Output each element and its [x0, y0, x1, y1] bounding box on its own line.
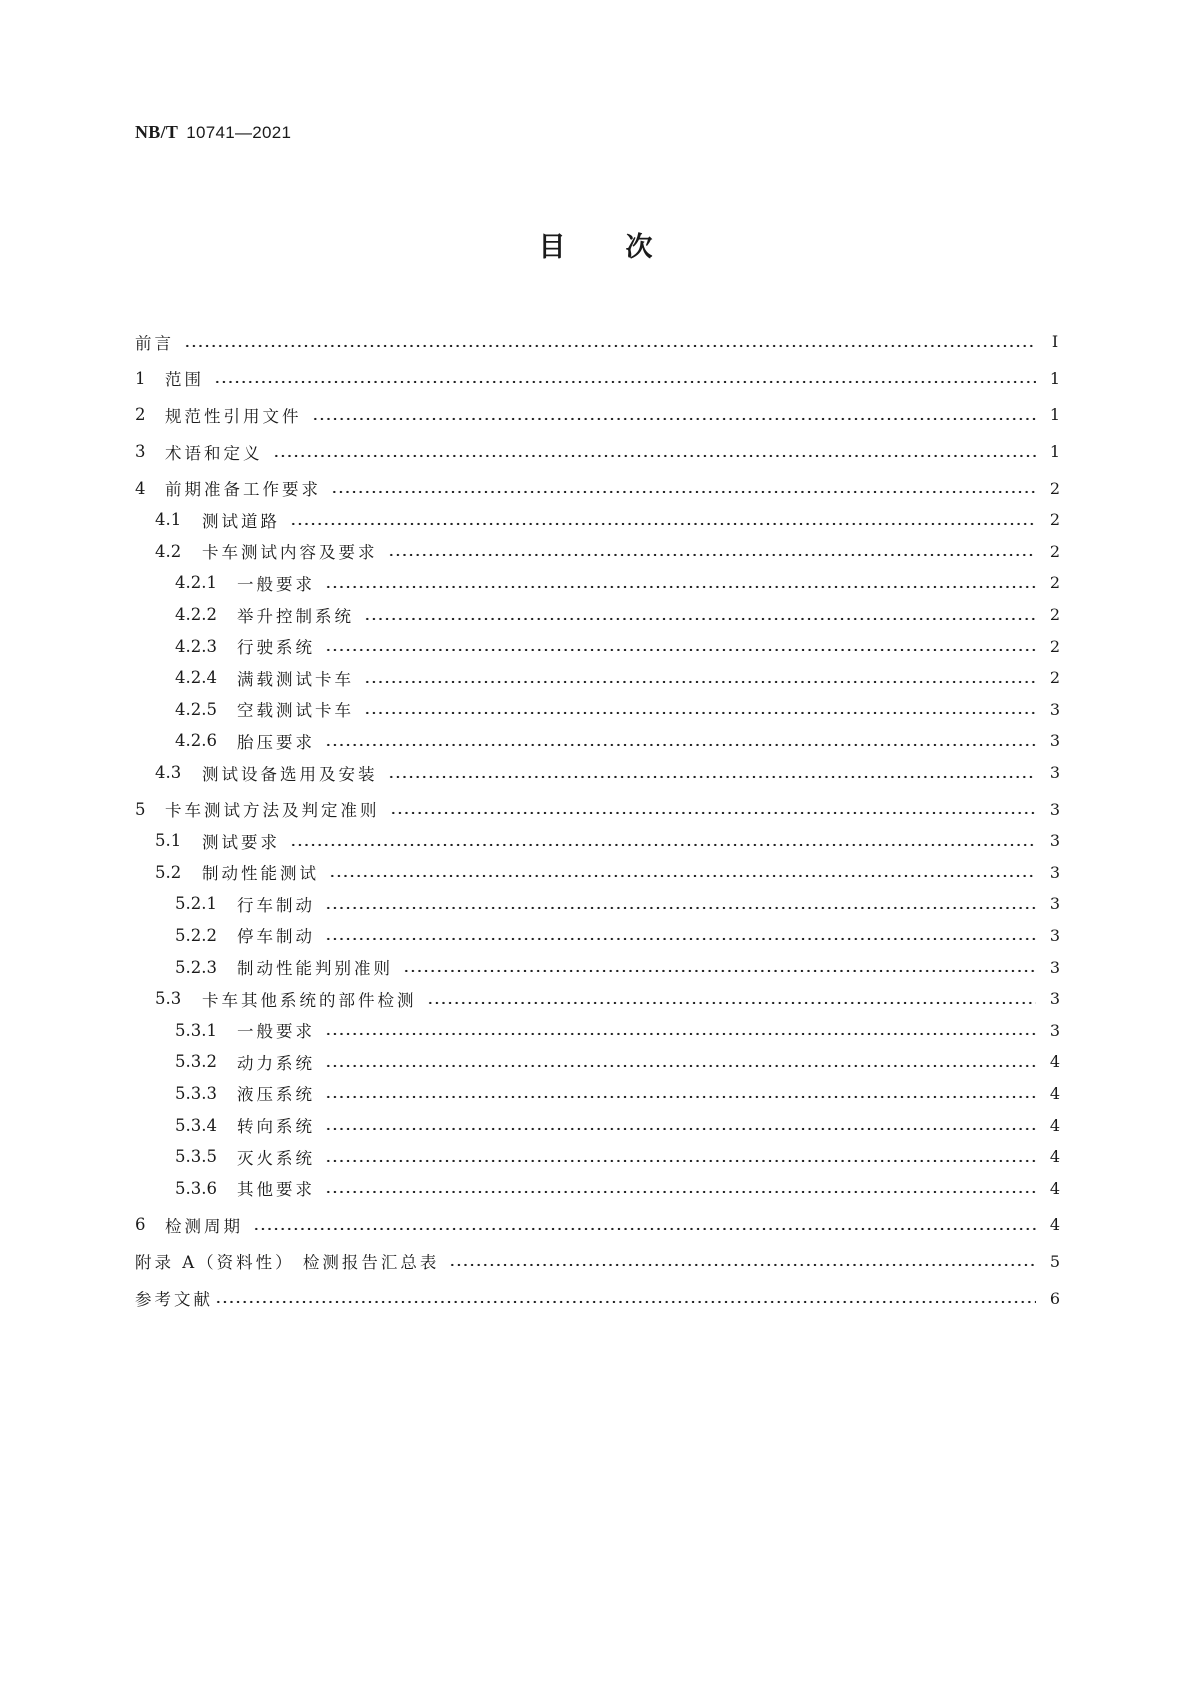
toc-entry-label: 测试道路 — [202, 511, 280, 531]
toc-entry-number: 4.2.2 — [175, 605, 217, 625]
dot-leader — [215, 1293, 1036, 1303]
toc-entry-page: 4 — [1049, 1052, 1061, 1072]
toc-entry-label: 举升控制系统 — [237, 606, 354, 626]
toc-entry-label: 空载测试卡车 — [237, 701, 354, 721]
toc-entry-number: 4.2 — [155, 541, 182, 561]
toc-entry-page: 3 — [1049, 731, 1061, 751]
toc-entry-page: 4 — [1049, 1215, 1061, 1235]
toc-entry[interactable] — [135, 757, 1062, 789]
toc-entry[interactable] — [135, 630, 1062, 662]
toc-entry[interactable] — [135, 363, 1062, 395]
toc-entry-page: 4 — [1049, 1083, 1061, 1103]
toc-entry-page: 3 — [1049, 925, 1061, 945]
toc-entry-label: 一般要求 — [237, 574, 315, 594]
toc-entry-page: 5 — [1049, 1251, 1061, 1271]
toc-entry[interactable] — [135, 1172, 1062, 1204]
toc-entry-label: 前言 — [135, 333, 174, 353]
toc-entry-label: 满载测试卡车 — [237, 669, 354, 689]
dot-leader — [364, 673, 1036, 683]
toc-entry-page: 3 — [1049, 799, 1061, 819]
toc-entry-number: 5.3.5 — [175, 1147, 217, 1167]
toc-entry-number: 5.3.6 — [175, 1178, 217, 1198]
toc-entry[interactable] — [135, 399, 1062, 431]
dot-leader — [273, 447, 1037, 457]
title-char-2: 次 — [625, 232, 653, 263]
toc-entry-label: 一般要求 — [237, 1022, 315, 1042]
toc-entry-number: 4.2.1 — [175, 573, 217, 593]
toc-entry-label: 前期准备工作要求 — [165, 480, 321, 500]
dot-leader — [290, 836, 1036, 846]
toc-entry-number: 5.3.4 — [175, 1115, 217, 1135]
document-header — [135, 122, 291, 143]
toc-entry-number: 5.1 — [155, 831, 182, 851]
dot-leader — [325, 641, 1036, 651]
toc-entry-number: 4.1 — [155, 510, 182, 530]
dot-leader — [253, 1220, 1036, 1230]
toc-entry-page: 2 — [1049, 541, 1061, 561]
table-of-contents — [135, 326, 1062, 1314]
toc-entry-number: 3 — [135, 442, 146, 462]
dot-leader — [325, 736, 1036, 746]
toc-entry-page: 2 — [1049, 573, 1061, 593]
dot-leader — [364, 610, 1036, 620]
toc-entry-page: 2 — [1049, 605, 1061, 625]
toc-entry-label: 动力系统 — [237, 1053, 315, 1073]
toc-entry-number: 5.3.1 — [175, 1020, 217, 1040]
dot-leader — [325, 1025, 1036, 1035]
dot-leader — [427, 994, 1037, 1004]
toc-entry-label: 范围 — [165, 370, 204, 390]
toc-entry[interactable] — [135, 825, 1062, 857]
dot-leader — [325, 1057, 1036, 1067]
toc-entry-number: 5.3 — [155, 989, 182, 1009]
toc-entry-page: Ⅰ — [1051, 332, 1059, 352]
toc-entry-page: 3 — [1049, 989, 1061, 1009]
toc-entry-number: 1 — [135, 368, 146, 388]
dot-leader — [388, 546, 1037, 556]
dot-leader — [329, 867, 1036, 877]
toc-entry-label: 行驶系统 — [237, 638, 315, 658]
toc-entry[interactable] — [135, 951, 1062, 983]
toc-entry[interactable] — [135, 725, 1062, 757]
toc-entry-label: 卡车测试内容及要求 — [202, 543, 378, 563]
dot-leader — [290, 515, 1036, 525]
toc-entry-label: 转向系统 — [237, 1117, 315, 1137]
toc-entry-number: 5.3.3 — [175, 1083, 217, 1103]
toc-entry[interactable] — [135, 1109, 1062, 1141]
toc-entry-page: 3 — [1049, 957, 1061, 977]
toc-entry[interactable] — [135, 1246, 1062, 1278]
toc-entry-label: 制动性能判别准则 — [237, 959, 393, 979]
toc-entry-label: 胎压要求 — [237, 732, 315, 752]
toc-entry[interactable] — [135, 1014, 1062, 1046]
dot-leader — [325, 1088, 1036, 1098]
dot-leader — [449, 1256, 1036, 1266]
dot-leader — [214, 373, 1036, 383]
title-char-1: 目 — [538, 232, 566, 263]
toc-entry-number: 5.2.2 — [175, 925, 217, 945]
toc-entry[interactable] — [135, 1209, 1062, 1241]
toc-entry-label: 行车制动 — [237, 895, 315, 915]
toc-entry[interactable] — [135, 536, 1062, 568]
toc-entry-label: 术语和定义 — [165, 443, 263, 463]
toc-entry-label: 检测周期 — [165, 1216, 243, 1236]
toc-entry-label: 灭火系统 — [237, 1148, 315, 1168]
toc-entry-number: 5.2 — [155, 862, 182, 882]
toc-entry-page: 4 — [1049, 1147, 1061, 1167]
toc-entry-label: 卡车其他系统的部件检测 — [202, 990, 417, 1010]
toc-entry-number: 5.2.3 — [175, 957, 217, 977]
dot-leader — [325, 930, 1036, 940]
toc-entry-label: 附录 A（资料性） 检测报告汇总表 — [135, 1253, 440, 1273]
standard-number: 10741—2021 — [186, 123, 292, 142]
toc-entry-number: 4.2.5 — [175, 699, 217, 719]
toc-entry-label: 规范性引用文件 — [165, 406, 302, 426]
toc-entry-label: 制动性能测试 — [202, 864, 319, 884]
toc-entry[interactable] — [135, 920, 1062, 952]
dot-leader — [331, 483, 1036, 493]
toc-entry[interactable] — [135, 983, 1062, 1015]
toc-entry-label: 测试设备选用及安装 — [202, 764, 378, 784]
toc-entry-page: 4 — [1049, 1115, 1061, 1135]
standard-prefix: NB/T — [135, 122, 179, 142]
toc-entry[interactable] — [135, 857, 1062, 889]
dot-leader — [312, 410, 1037, 420]
toc-entry-label: 液压系统 — [237, 1085, 315, 1105]
dot-leader — [364, 704, 1036, 714]
toc-entry[interactable] — [135, 436, 1062, 468]
toc-entry-label: 测试要求 — [202, 832, 280, 852]
toc-entry-number: 4.2.4 — [175, 668, 217, 688]
toc-entry[interactable] — [135, 793, 1062, 825]
toc-entry[interactable] — [135, 694, 1062, 726]
dot-leader — [325, 1152, 1036, 1162]
toc-entry-page: 2 — [1049, 478, 1061, 498]
dot-leader — [325, 899, 1036, 909]
toc-entry-number: 2 — [135, 405, 146, 425]
toc-entry-number: 4.2.6 — [175, 731, 217, 751]
dot-leader — [390, 804, 1037, 814]
toc-entry-page: 1 — [1049, 405, 1061, 425]
toc-entry[interactable] — [135, 1282, 1062, 1314]
toc-entry[interactable] — [135, 662, 1062, 694]
toc-entry[interactable] — [135, 326, 1062, 358]
toc-entry-page: 6 — [1049, 1288, 1061, 1308]
toc-entry-page: 4 — [1049, 1178, 1061, 1198]
page-title — [0, 225, 1191, 264]
toc-entry-label: 停车制动 — [237, 927, 315, 947]
toc-entry-number: 4.3 — [155, 763, 182, 783]
toc-entry[interactable] — [135, 1046, 1062, 1078]
toc-entry-number: 5.2.1 — [175, 894, 217, 914]
toc-entry[interactable] — [135, 504, 1062, 536]
toc-entry-number: 6 — [135, 1215, 146, 1235]
toc-entry-page: 3 — [1049, 894, 1061, 914]
dot-leader — [388, 768, 1037, 778]
toc-entry-label: 卡车测试方法及判定准则 — [165, 801, 380, 821]
toc-entry[interactable] — [135, 1078, 1062, 1110]
toc-entry-label: 其他要求 — [237, 1180, 315, 1200]
dot-leader — [325, 1120, 1036, 1130]
toc-entry[interactable] — [135, 567, 1062, 599]
toc-entry-page: 3 — [1049, 699, 1061, 719]
dot-leader — [403, 962, 1036, 972]
toc-entry-page: 3 — [1049, 831, 1061, 851]
toc-entry[interactable] — [135, 472, 1062, 504]
toc-entry-page: 3 — [1049, 1020, 1061, 1040]
dot-leader — [325, 578, 1036, 588]
toc-entry-page: 2 — [1049, 636, 1061, 656]
toc-entry-label: 参考文献 — [135, 1290, 213, 1310]
toc-entry[interactable] — [135, 1141, 1062, 1173]
toc-entry[interactable] — [135, 599, 1062, 631]
toc-entry-page: 2 — [1049, 510, 1061, 530]
toc-entry-number: 4 — [135, 478, 146, 498]
toc-entry-page: 1 — [1049, 368, 1061, 388]
toc-entry-number: 5 — [135, 799, 146, 819]
toc-entry-number: 5.3.2 — [175, 1052, 217, 1072]
toc-entry-page: 2 — [1049, 668, 1061, 688]
dot-leader — [325, 1183, 1036, 1193]
toc-entry[interactable] — [135, 888, 1062, 920]
dot-leader — [184, 337, 1036, 347]
toc-entry-page: 3 — [1049, 862, 1061, 882]
toc-entry-number: 4.2.3 — [175, 636, 217, 656]
toc-entry-page: 1 — [1049, 442, 1061, 462]
toc-entry-page: 3 — [1049, 763, 1061, 783]
